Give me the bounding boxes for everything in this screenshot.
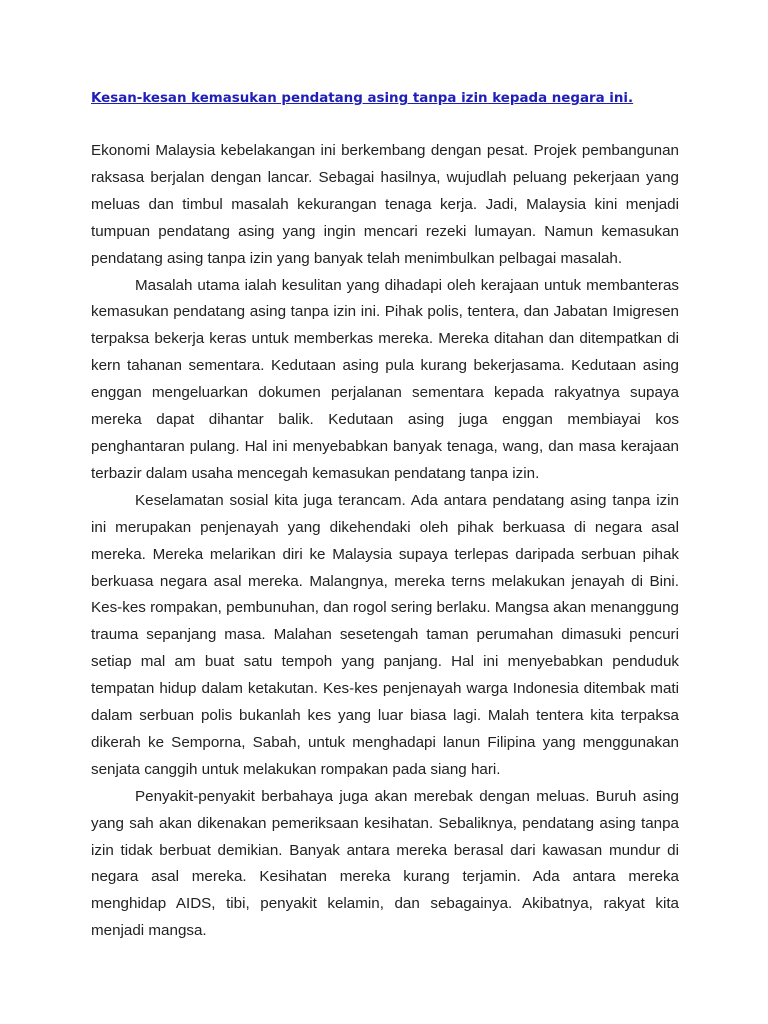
document-body (91, 138, 679, 945)
paragraph-intro: Ekonomi Malaysia kebelakangan ini berkembang dengan pesat. Projek pembangunan raksasa berjalan dengan lancar. Sebagai hasilnya, wujudlah peluang pekerjaan yang meluas dan timbul masalah kekurangan tenaga kerja. Jadi, Malaysia kini menjadi tumpuan pendatang asing yang ingin mencari rezeki lumayan. Namun kemasukan pendatang asing tanpa izin yang banyak telah menimbulkan pelbagai masalah. (91, 142, 679, 267)
document-title: Kesan-kesan kemasukan pendatang asing tanpa izin kepada negara ini. (91, 91, 634, 106)
paragraph-security: Keselamatan sosial kita juga terancam. Ada antara pendatang asing tanpa izin ini merupakan penjenayah yang dikehendaki oleh pihak berkuasa di negara asal mereka. Mereka melarikan diri ke Malaysia supaya terlepas daripada serbuan pihak berkuasa negara asal mereka. Malangnya, mereka terns melakukan jenayah di Bini. Kes-kes rompakan, pembunuhan, dan rogol sering berlaku. Mangsa akan menanggung trauma sepanjang masa. Malahan sesetengah taman perumahan dimasuki pencuri setiap mal am buat satu tempoh yang panjang. Hal ini menyebabkan penduduk tempatan hidup dalam ketakutan. Kes-kes penjenayah warga Indonesia ditembak mati dalam serbuan polis bukanlah kes yang luar biasa lagi. Malah tentera kita terpaksa dikerah ke Semporna, Sabah, untuk menghadapi lanun Filipina yang menggunakan senjata canggih untuk melakukan rompakan pada siang hari. (91, 491, 679, 778)
paragraph-health: Penyakit-penyakit berbahaya juga akan merebak dengan meluas. Buruh asing yang sah akan dikenakan pemeriksaan kesihatan. Sebaliknya, pendatang asing tanpa izin tidak berbuat demikian. Banyak antara mereka berasal dari kawasan mundur di negara asal mereka. Kesihatan mereka kurang terjamin. Ada antara mereka menghidap AIDS, tibi, penyakit kelamin, dan sebagainya. Akibatnya, rakyat kita menjadi mangsa. (91, 787, 679, 940)
paragraph-enforcement: Masalah utama ialah kesulitan yang dihadapi oleh kerajaan untuk membanteras kemasukan pendatang asing tanpa izin ini. Pihak polis, tentera, dan Jabatan Imigresen terpaksa bekerja keras untuk memberkas mereka. Mereka ditahan dan ditempatkan di kern tahanan sementara. Kedutaan asing pula kurang bekerjasama. Kedutaan asing enggan mengeluarkan dokumen perjalanan sementara kepada rakyatnya supaya mereka dapat dihantar balik. Kedutaan asing juga enggan membiayai kos penghantaran pulang. Hal ini menyebabkan banyak tenaga, wang, dan masa kerajaan terbazir dalam usaha mencegah kemasukan pendatang tanpa izin. (91, 276, 679, 482)
